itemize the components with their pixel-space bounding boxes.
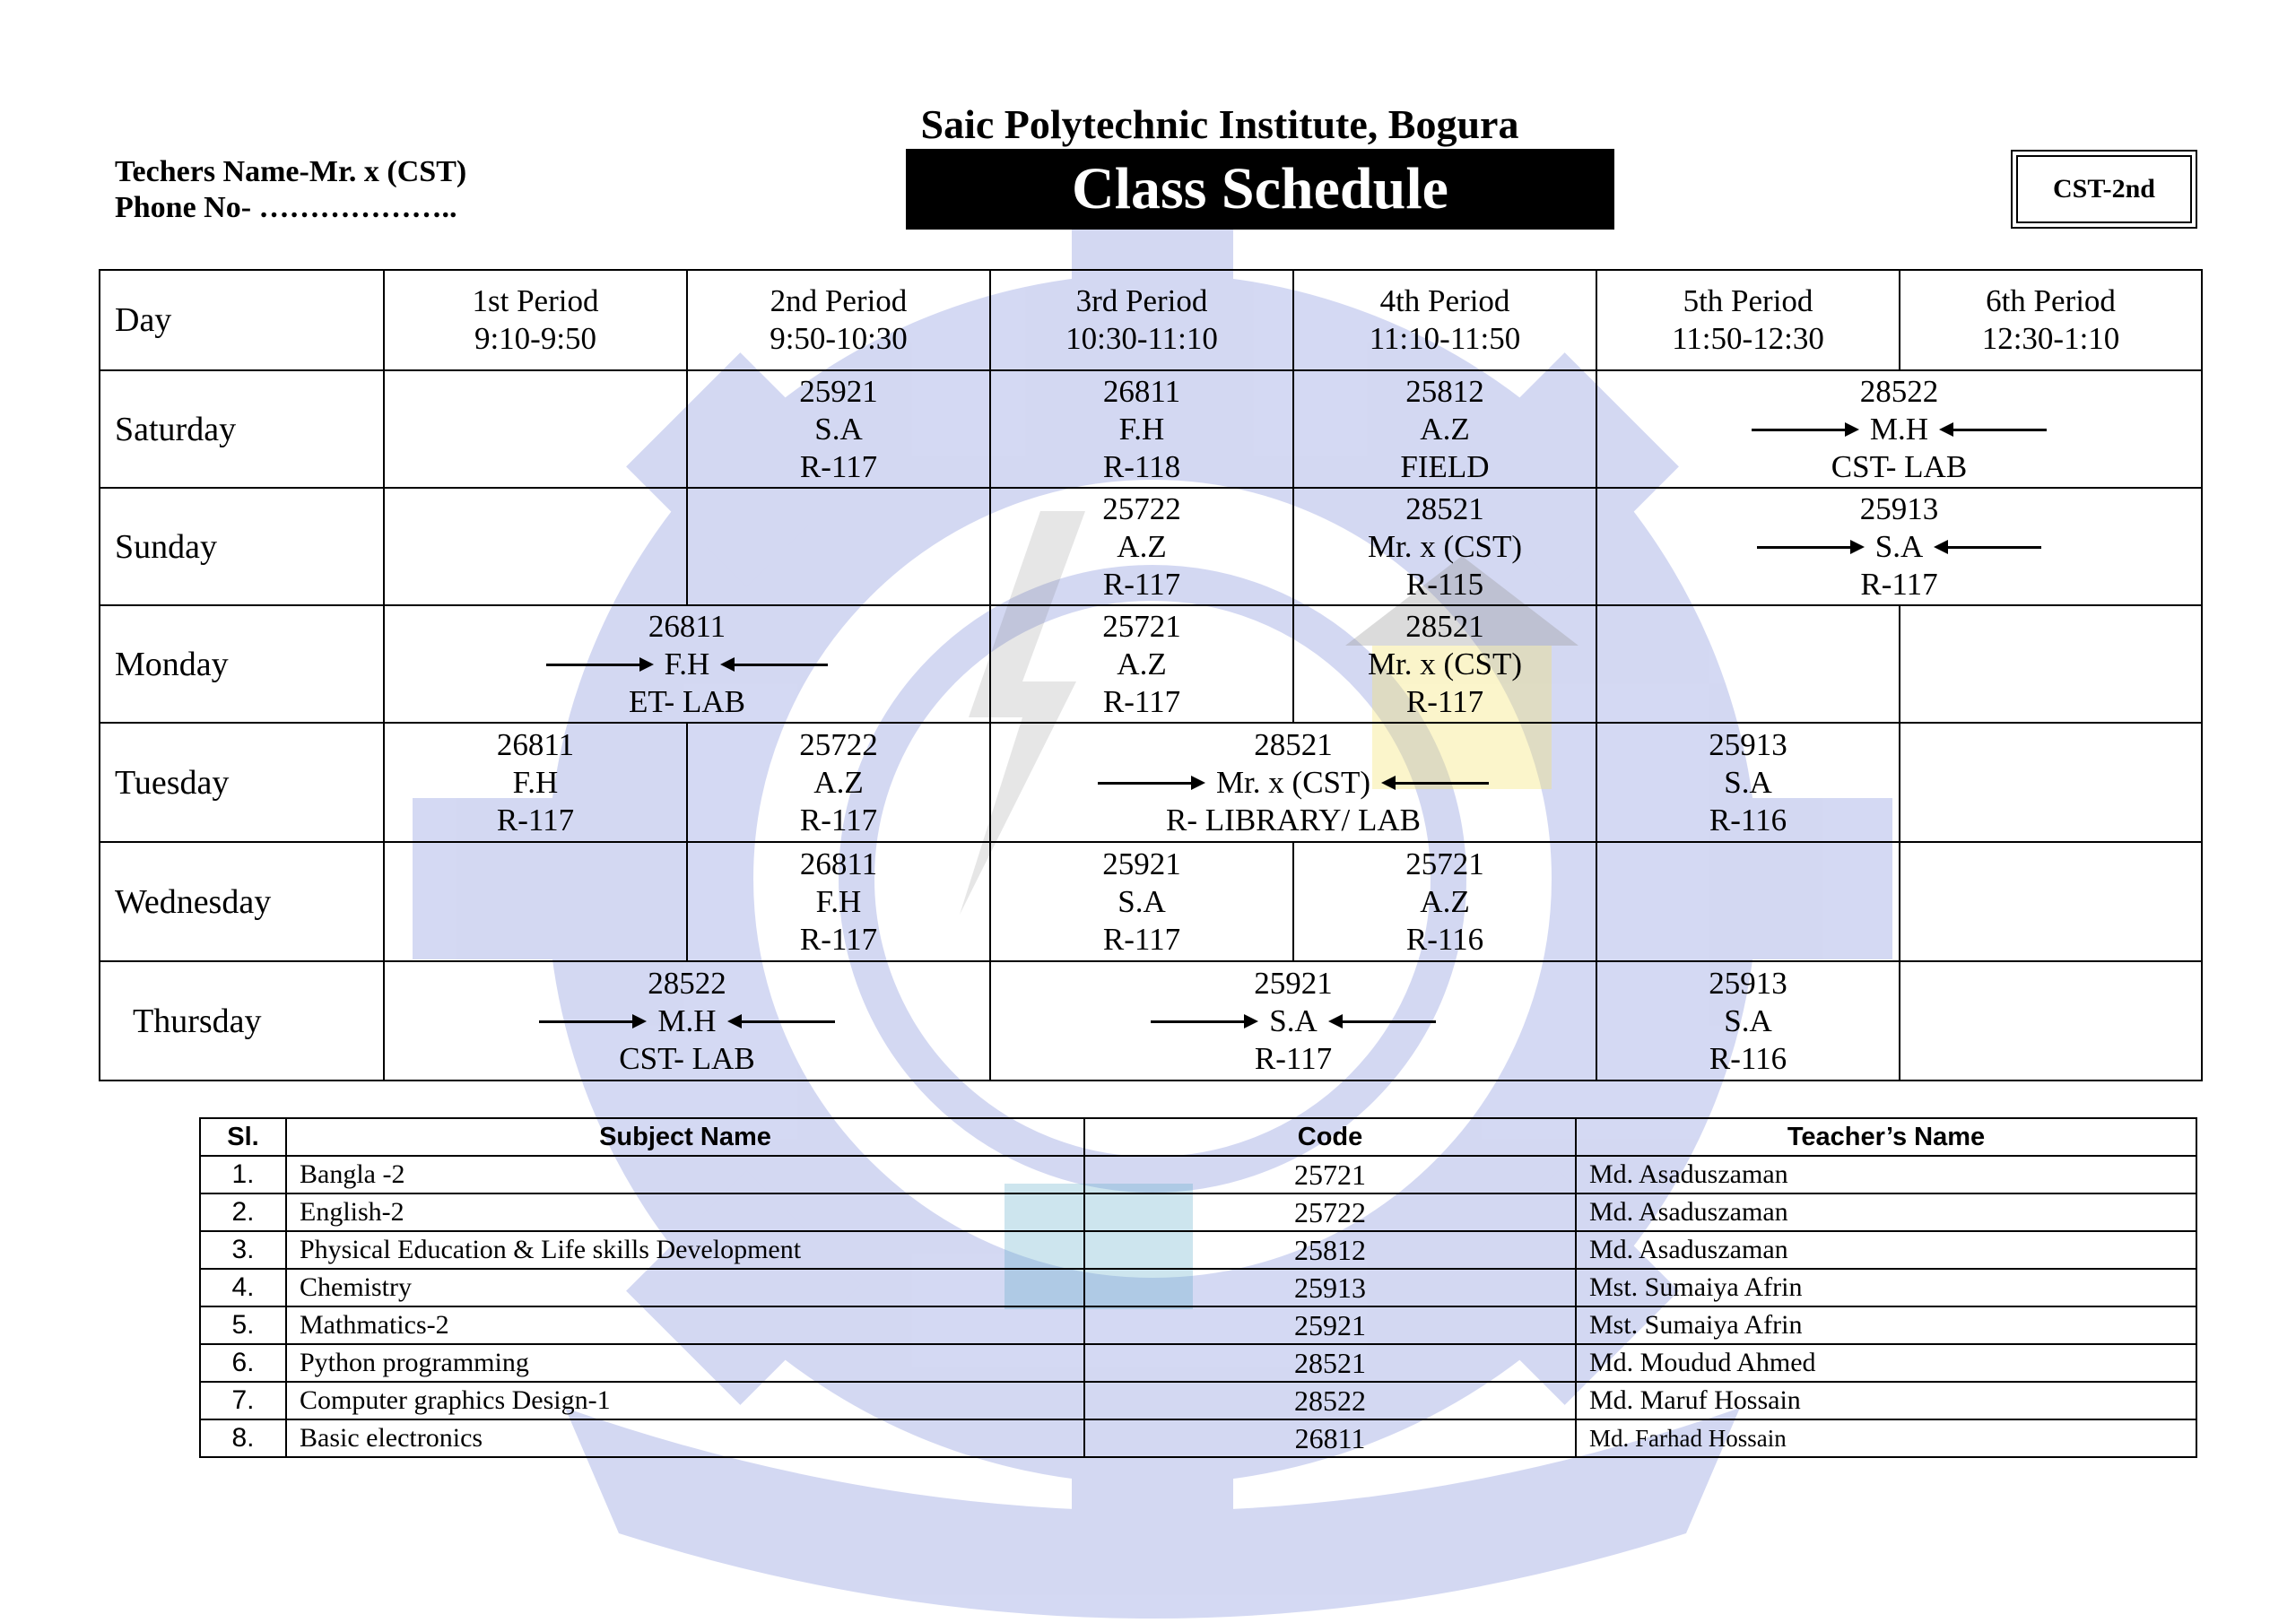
class-slot-merged: 28521 Mr. x (CST) R- LIBRARY/ LAB — [990, 723, 1596, 842]
teacher-cell: Md. Asaduszaman — [1576, 1156, 2196, 1193]
schedule-row-tuesday — [100, 723, 2202, 842]
period-header: 4th Period 11:10-11:50 — [1293, 270, 1596, 370]
table-row — [200, 1419, 2196, 1457]
sl-cell: 2. — [200, 1193, 286, 1231]
code-cell: 28522 — [1084, 1382, 1576, 1419]
col-header-teacher: Teacher’s Name — [1576, 1118, 2196, 1156]
code-cell: 25721 — [1084, 1156, 1576, 1193]
arrow-left-icon — [1934, 538, 2041, 556]
schedule-row-thursday — [100, 961, 2202, 1081]
class-badge — [2011, 150, 2197, 229]
empty-slot — [1596, 605, 1900, 723]
table-row — [200, 1231, 2196, 1269]
empty-slot — [1900, 605, 2202, 723]
schedule-row-monday — [100, 605, 2202, 723]
class-slot: 25812 A.Z FIELD — [1293, 370, 1596, 488]
class-slot: 25921 S.A R-117 — [687, 370, 990, 488]
class-slot: 28521 Mr. x (CST) R-117 — [1293, 605, 1596, 723]
table-row — [200, 1382, 2196, 1419]
class-slot-merged: 25921 S.A R-117 — [990, 961, 1596, 1081]
schedule-row-wednesday — [100, 842, 2202, 961]
arrow-right-icon — [1752, 421, 1859, 438]
day-label: Tuesday — [100, 723, 384, 842]
empty-slot — [384, 842, 687, 961]
subject-cell: English-2 — [286, 1193, 1084, 1231]
empty-slot — [1596, 842, 1900, 961]
class-slot: 25722 A.Z R-117 — [990, 488, 1293, 605]
table-row — [200, 1269, 2196, 1306]
period-header: 3rd Period 10:30-11:10 — [990, 270, 1293, 370]
arrow-right-icon — [539, 1012, 647, 1030]
sl-cell: 1. — [200, 1156, 286, 1193]
empty-slot — [384, 488, 687, 605]
day-header: Day — [100, 270, 384, 370]
subject-cell: Basic electronics — [286, 1419, 1084, 1457]
teacher-cell: Md. Asaduszaman — [1576, 1231, 2196, 1269]
class-slot: 25722 A.Z R-117 — [687, 723, 990, 842]
arrow-left-icon — [1939, 421, 2047, 438]
empty-slot — [384, 370, 687, 488]
arrow-left-icon — [1381, 774, 1489, 792]
subject-table-header — [200, 1118, 2196, 1156]
phone-number: Phone No- ……………….. — [115, 191, 457, 224]
class-badge-label: CST-2nd — [2016, 155, 2192, 223]
day-label: Monday — [100, 605, 384, 723]
class-slot: 25721 A.Z R-116 — [1293, 842, 1596, 961]
day-label: Saturday — [100, 370, 384, 488]
code-cell: 25722 — [1084, 1193, 1576, 1231]
period-header: 6th Period 12:30-1:10 — [1900, 270, 2202, 370]
code-cell: 28521 — [1084, 1344, 1576, 1382]
col-header-code: Code — [1084, 1118, 1576, 1156]
code-cell: 26811 — [1084, 1419, 1576, 1457]
table-row — [200, 1306, 2196, 1344]
period-header-row — [100, 270, 2202, 370]
class-slot: 25913 S.A R-116 — [1596, 961, 1900, 1081]
code-cell: 25812 — [1084, 1231, 1576, 1269]
empty-slot — [1900, 961, 2202, 1081]
class-slot: 26811 F.H R-118 — [990, 370, 1293, 488]
table-row — [200, 1193, 2196, 1231]
teacher-name: Techers Name-Mr. x (CST) — [115, 155, 467, 188]
table-row — [200, 1344, 2196, 1382]
schedule-row-saturday — [100, 370, 2202, 488]
class-slot: 25913 S.A R-116 — [1596, 723, 1900, 842]
day-label: Thursday — [100, 961, 384, 1081]
class-slot-merged: 25913 S.A R-117 — [1596, 488, 2202, 605]
subject-cell: Python programming — [286, 1344, 1084, 1382]
period-header: 5th Period 11:50-12:30 — [1596, 270, 1900, 370]
day-label: Wednesday — [100, 842, 384, 961]
period-header: 1st Period 9:10-9:50 — [384, 270, 687, 370]
subject-cell: Physical Education & Life skills Development — [286, 1231, 1084, 1269]
subject-cell: Computer graphics Design-1 — [286, 1382, 1084, 1419]
subject-list-table — [199, 1117, 2197, 1458]
subject-cell: Chemistry — [286, 1269, 1084, 1306]
teacher-cell: Md. Maruf Hossain — [1576, 1382, 2196, 1419]
arrow-left-icon — [720, 655, 828, 673]
class-slot-merged: 26811 F.H ET- LAB — [384, 605, 990, 723]
teacher-cell: Mst. Sumaiya Afrin — [1576, 1269, 2196, 1306]
schedule-row-sunday — [100, 488, 2202, 605]
class-slot: 26811 F.H R-117 — [687, 842, 990, 961]
sl-cell: 5. — [200, 1306, 286, 1344]
arrow-right-icon — [546, 655, 654, 673]
page-title: Class Schedule — [906, 149, 1614, 230]
sl-cell: 7. — [200, 1382, 286, 1419]
arrow-left-icon — [1328, 1012, 1436, 1030]
class-slot: 28521 Mr. x (CST) R-115 — [1293, 488, 1596, 605]
empty-slot — [687, 488, 990, 605]
teacher-cell: Md. Farhad Hossain — [1576, 1419, 2196, 1457]
code-cell: 25913 — [1084, 1269, 1576, 1306]
arrow-left-icon — [727, 1012, 835, 1030]
subject-cell: Mathmatics-2 — [286, 1306, 1084, 1344]
sl-cell: 8. — [200, 1419, 286, 1457]
period-header: 2nd Period 9:50-10:30 — [687, 270, 990, 370]
class-slot-merged: 28522 M.H CST- LAB — [384, 961, 990, 1081]
sl-cell: 6. — [200, 1344, 286, 1382]
teacher-cell: Md. Asaduszaman — [1576, 1193, 2196, 1231]
sl-cell: 4. — [200, 1269, 286, 1306]
col-header-sl: Sl. — [200, 1118, 286, 1156]
class-slot-merged: 28522 M.H CST- LAB — [1596, 370, 2202, 488]
class-schedule-table — [99, 269, 2203, 1081]
empty-slot — [1900, 723, 2202, 842]
code-cell: 25921 — [1084, 1306, 1576, 1344]
teacher-cell: Mst. Sumaiya Afrin — [1576, 1306, 2196, 1344]
class-slot: 25721 A.Z R-117 — [990, 605, 1293, 723]
day-label: Sunday — [100, 488, 384, 605]
arrow-right-icon — [1151, 1012, 1258, 1030]
col-header-subject: Subject Name — [286, 1118, 1084, 1156]
class-slot: 26811 F.H R-117 — [384, 723, 687, 842]
sl-cell: 3. — [200, 1231, 286, 1269]
table-row — [200, 1156, 2196, 1193]
subject-cell: Bangla -2 — [286, 1156, 1084, 1193]
class-slot: 25921 S.A R-117 — [990, 842, 1293, 961]
arrow-right-icon — [1757, 538, 1865, 556]
institute-name: Saic Polytechnic Institute, Bogura — [920, 101, 1519, 147]
teacher-cell: Md. Moudud Ahmed — [1576, 1344, 2196, 1382]
empty-slot — [1900, 842, 2202, 961]
arrow-right-icon — [1098, 774, 1205, 792]
teacher-info — [115, 154, 466, 226]
